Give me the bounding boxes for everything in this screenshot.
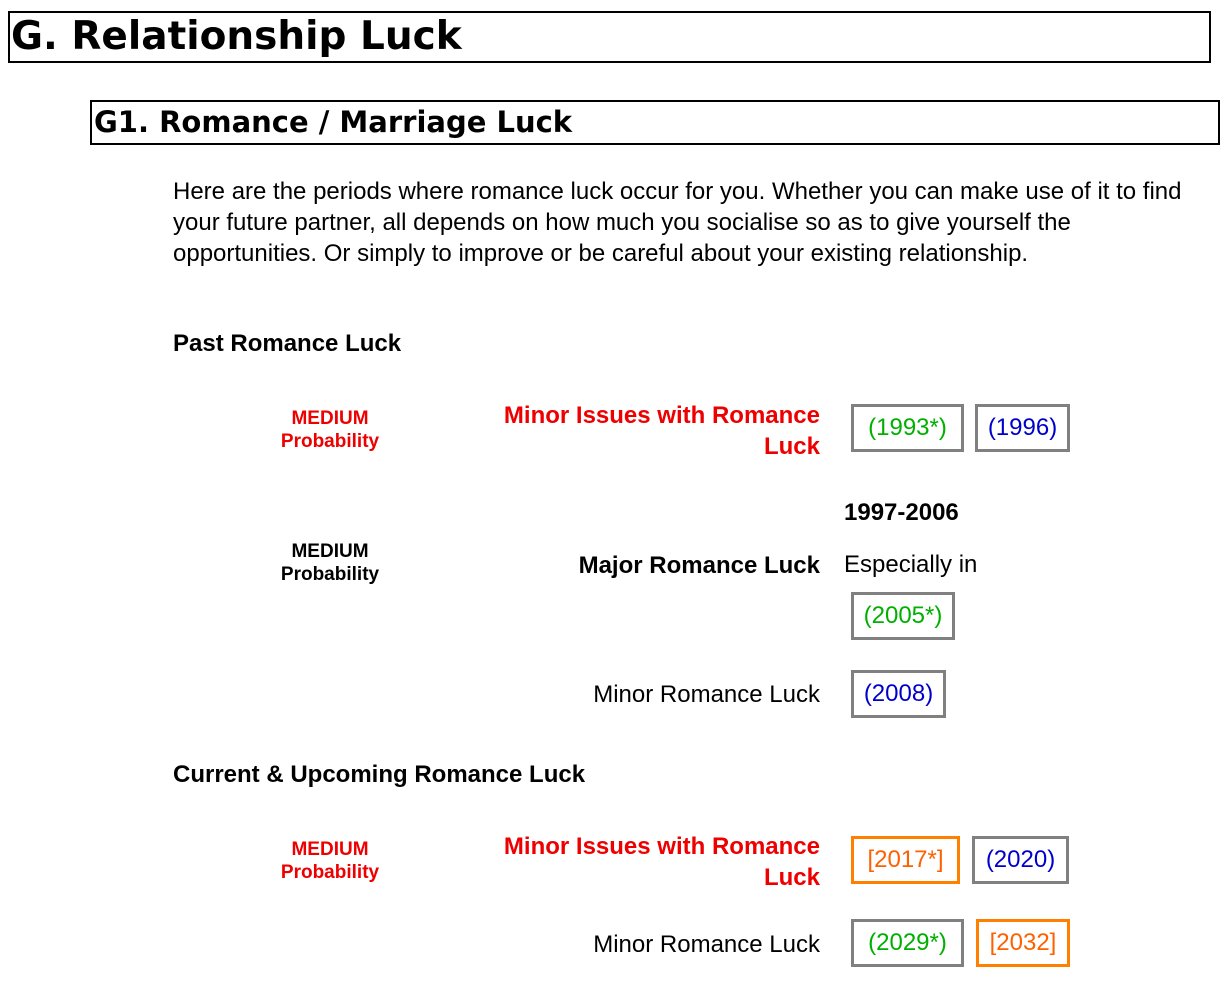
past-row2-label: Major Romance Luck	[578, 552, 820, 579]
intro-paragraph: Here are the periods where romance luck occur for you. Whether you can make use of it to find your future partner, all depends on how much you socialise so as to give yourself the opportunities. Or simply to improve or be careful about your existing relationship.	[173, 178, 1182, 267]
past-row1-label	[440, 400, 820, 462]
label-line-2: Luck	[763, 864, 820, 891]
year-box-2032: [2032]	[976, 919, 1070, 967]
current-row1-label	[440, 831, 820, 893]
probability-level: MEDIUM	[291, 541, 369, 562]
year-box-2017: [2017*]	[851, 836, 960, 884]
current-row1-probability	[250, 838, 410, 884]
label-line-2: Luck	[763, 433, 820, 460]
label-line-1: Minor Issues with Romance	[503, 402, 820, 429]
past-heading: Past Romance Luck	[173, 330, 402, 357]
probability-word: Probability	[280, 431, 380, 452]
year-box-2020: (2020)	[972, 836, 1069, 884]
year-box-2029: (2029*)	[851, 919, 964, 967]
label-line-1: Minor Issues with Romance	[503, 833, 820, 860]
past-row2-probability	[250, 540, 410, 586]
probability-level: MEDIUM	[291, 408, 369, 429]
especially-in-text: Especially in	[844, 551, 978, 578]
year-box-1996: (1996)	[975, 404, 1070, 452]
current-heading: Current & Upcoming Romance Luck	[173, 761, 586, 788]
section-title: G. Relationship Luck	[8, 11, 1211, 63]
year-box-2005: (2005*)	[851, 592, 955, 640]
year-box-2008: (2008)	[851, 670, 946, 718]
current-row2-label: Minor Romance Luck	[593, 931, 820, 958]
past-row3-label: Minor Romance Luck	[593, 681, 820, 708]
major-period: 1997-2006	[844, 499, 959, 526]
probability-level: MEDIUM	[291, 839, 369, 860]
subsection-title: G1. Romance / Marriage Luck	[90, 100, 1220, 145]
year-box-1993: (1993*)	[851, 404, 964, 452]
probability-word: Probability	[280, 862, 380, 883]
past-row1-probability	[250, 407, 410, 453]
probability-word: Probability	[280, 564, 380, 585]
